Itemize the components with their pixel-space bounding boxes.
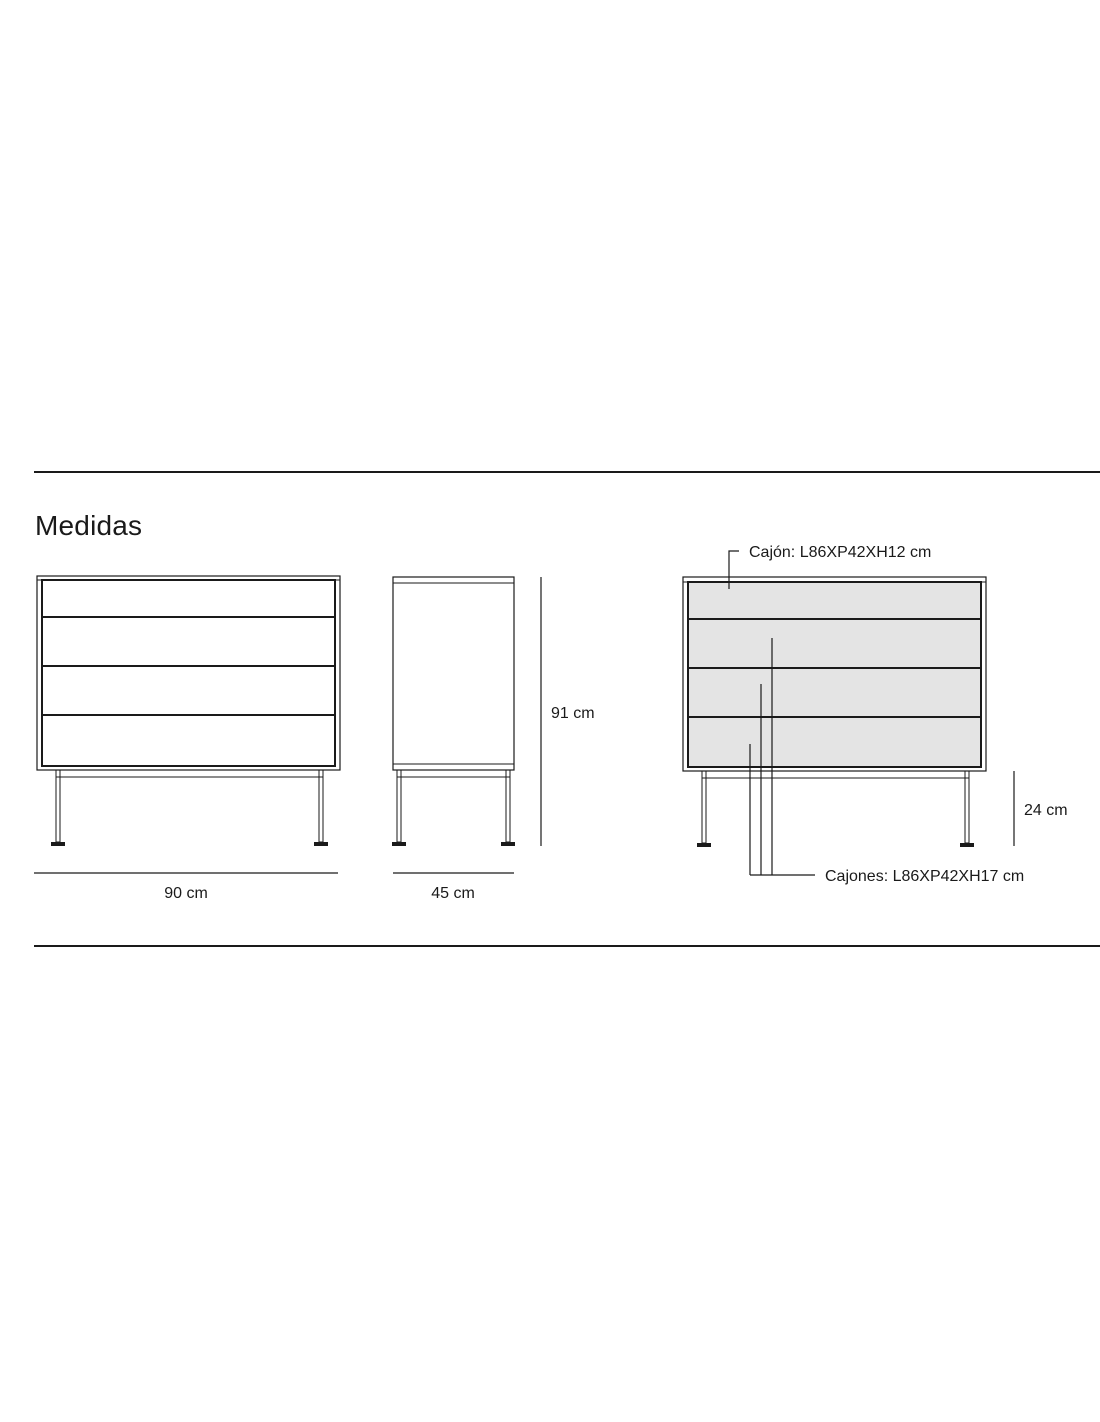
depth-label: 45 cm bbox=[431, 885, 475, 902]
height-label: 91 cm bbox=[551, 705, 595, 722]
detail-view bbox=[683, 544, 1068, 885]
side-leg-right bbox=[506, 770, 510, 842]
detail-foot-left bbox=[697, 843, 711, 847]
front-leg-left bbox=[56, 770, 60, 842]
side-foot-left bbox=[392, 842, 406, 846]
front-view bbox=[34, 576, 340, 902]
leg-height-label: 24 cm bbox=[1024, 802, 1068, 819]
detail-foot-right bbox=[960, 843, 974, 847]
front-base-rail bbox=[56, 770, 323, 777]
other-drawers-annotation: Cajones: L86XP42XH17 cm bbox=[825, 868, 1025, 885]
detail-leg-right bbox=[965, 771, 969, 843]
detail-drawer-frame bbox=[688, 582, 981, 767]
page-title: Medidas bbox=[35, 510, 143, 541]
front-leg-right bbox=[319, 770, 323, 842]
top-drawer-annotation: Cajón: L86XP42XH12 cm bbox=[749, 544, 932, 561]
front-drawer-frame bbox=[42, 580, 335, 766]
side-foot-right bbox=[501, 842, 515, 846]
detail-base-rail bbox=[702, 771, 969, 778]
front-foot-right bbox=[314, 842, 328, 846]
side-leg-left bbox=[397, 770, 401, 842]
side-base-rail bbox=[397, 770, 510, 777]
side-cabinet-outline bbox=[393, 577, 514, 770]
front-cabinet-outline bbox=[37, 576, 340, 770]
front-foot-left bbox=[51, 842, 65, 846]
width-label: 90 cm bbox=[164, 885, 208, 902]
detail-leg-left bbox=[702, 771, 706, 843]
side-view bbox=[392, 577, 595, 902]
